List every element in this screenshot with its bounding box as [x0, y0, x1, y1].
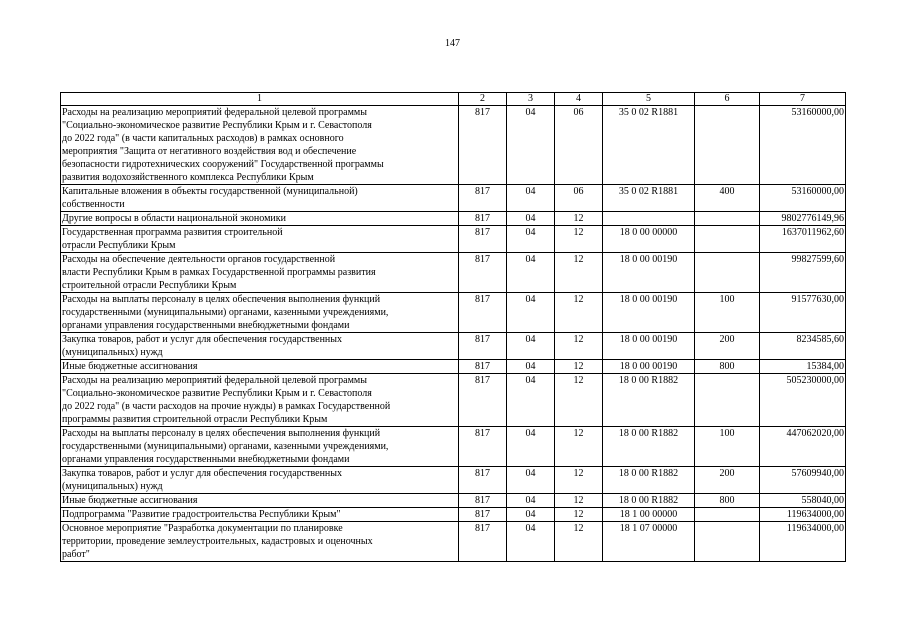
row-section-cell: 04	[507, 522, 555, 562]
row-section-cell: 04	[507, 360, 555, 374]
row-target-article-cell: 18 0 00 00190	[603, 333, 695, 360]
row-code-ministry-cell: 817	[459, 293, 507, 333]
row-name-cell: Иные бюджетные ассигнования	[61, 494, 459, 508]
row-code-ministry-cell: 817	[459, 374, 507, 427]
row-expense-type-cell: 800	[695, 360, 760, 374]
row-expense-type-cell: 200	[695, 333, 760, 360]
row-section-cell: 04	[507, 427, 555, 467]
row-amount-cell: 53160000,00	[760, 106, 846, 185]
row-amount-cell: 91577630,00	[760, 293, 846, 333]
table-row	[61, 467, 846, 494]
row-section-cell: 04	[507, 494, 555, 508]
table-header-row	[61, 93, 846, 106]
row-expense-type-cell: 400	[695, 185, 760, 212]
row-name-cell: Подпрограмма "Развитие градостроительства Республики Крым"	[61, 508, 459, 522]
row-name-cell: Расходы на обеспечение деятельности органов государственной власти Республики Крым в рамках Государственной программы развития строительной отрасли Республики Крым	[61, 253, 459, 293]
row-amount-cell: 1637011962,60	[760, 226, 846, 253]
row-expense-type-cell	[695, 106, 760, 185]
row-code-ministry-cell: 817	[459, 522, 507, 562]
row-subsection-cell: 06	[555, 185, 603, 212]
row-section-cell: 04	[507, 212, 555, 226]
column-header-1: 1	[61, 93, 459, 106]
row-code-ministry-cell: 817	[459, 253, 507, 293]
row-name-cell: Другие вопросы в области национальной экономики	[61, 212, 459, 226]
row-subsection-cell: 06	[555, 106, 603, 185]
row-expense-type-cell	[695, 508, 760, 522]
row-name-cell: Государственная программа развития строительной отрасли Республики Крым	[61, 226, 459, 253]
column-header-7: 7	[760, 93, 846, 106]
row-subsection-cell: 12	[555, 212, 603, 226]
table-row	[61, 212, 846, 226]
row-code-ministry-cell: 817	[459, 427, 507, 467]
row-subsection-cell: 12	[555, 522, 603, 562]
row-name-cell: Иные бюджетные ассигнования	[61, 360, 459, 374]
table-row	[61, 293, 846, 333]
row-expense-type-cell	[695, 522, 760, 562]
table-row	[61, 508, 846, 522]
row-amount-cell: 8234585,60	[760, 333, 846, 360]
row-expense-type-cell: 100	[695, 293, 760, 333]
row-target-article-cell: 35 0 02 R1881	[603, 106, 695, 185]
column-header-6: 6	[695, 93, 760, 106]
row-section-cell: 04	[507, 253, 555, 293]
column-header-5: 5	[603, 93, 695, 106]
row-subsection-cell: 12	[555, 360, 603, 374]
row-name-cell: Капитальные вложения в объекты государственной (муниципальной) собственности	[61, 185, 459, 212]
row-target-article-cell: 18 1 00 00000	[603, 508, 695, 522]
budget-table	[60, 92, 846, 562]
row-section-cell: 04	[507, 293, 555, 333]
row-target-article-cell	[603, 212, 695, 226]
row-code-ministry-cell: 817	[459, 360, 507, 374]
column-header-3: 3	[507, 93, 555, 106]
row-name-cell: Закупка товаров, работ и услуг для обеспечения государственных (муниципальных) нужд	[61, 333, 459, 360]
row-code-ministry-cell: 817	[459, 185, 507, 212]
row-expense-type-cell	[695, 226, 760, 253]
table-row	[61, 360, 846, 374]
row-subsection-cell: 12	[555, 293, 603, 333]
table-row	[61, 185, 846, 212]
row-target-article-cell: 18 0 00 R1882	[603, 374, 695, 427]
column-header-2: 2	[459, 93, 507, 106]
row-expense-type-cell	[695, 374, 760, 427]
row-name-cell: Основное мероприятие "Разработка документации по планировке территории, проведение землеустроительных, кадастровых и оценочных работ"	[61, 522, 459, 562]
row-amount-cell: 53160000,00	[760, 185, 846, 212]
row-subsection-cell: 12	[555, 226, 603, 253]
row-amount-cell: 558040,00	[760, 494, 846, 508]
row-target-article-cell: 18 0 00 R1882	[603, 467, 695, 494]
row-amount-cell: 119634000,00	[760, 522, 846, 562]
table-row	[61, 226, 846, 253]
row-target-article-cell: 18 0 00 00190	[603, 253, 695, 293]
table-row	[61, 522, 846, 562]
row-expense-type-cell: 200	[695, 467, 760, 494]
row-name-cell: Расходы на реализацию мероприятий федеральной целевой программы "Социально-экономическое развитие Республики Крым и г. Севастополя до 2022 года" (в части капитальных расходов) в рамках основного мероприятия "Защита от негативного воздействия вод и обеспечение безопасности гидротехнических сооружений" Государственной программы развития водохозяйственного комплекса Республики Крым	[61, 106, 459, 185]
row-subsection-cell: 12	[555, 253, 603, 293]
row-target-article-cell: 18 1 07 00000	[603, 522, 695, 562]
row-name-cell: Закупка товаров, работ и услуг для обеспечения государственных (муниципальных) нужд	[61, 467, 459, 494]
row-name-cell: Расходы на выплаты персоналу в целях обеспечения выполнения функций государственными (муниципальными) органами, казенными учреждениями, органами управления государственными внебюджетными фондами	[61, 427, 459, 467]
table-row	[61, 427, 846, 467]
row-expense-type-cell: 800	[695, 494, 760, 508]
row-code-ministry-cell: 817	[459, 212, 507, 226]
row-subsection-cell: 12	[555, 494, 603, 508]
row-section-cell: 04	[507, 106, 555, 185]
row-amount-cell: 57609940,00	[760, 467, 846, 494]
row-code-ministry-cell: 817	[459, 494, 507, 508]
row-code-ministry-cell: 817	[459, 467, 507, 494]
row-target-article-cell: 18 0 00 R1882	[603, 494, 695, 508]
row-section-cell: 04	[507, 467, 555, 494]
row-code-ministry-cell: 817	[459, 106, 507, 185]
row-subsection-cell: 12	[555, 467, 603, 494]
row-section-cell: 04	[507, 226, 555, 253]
row-subsection-cell: 12	[555, 333, 603, 360]
row-target-article-cell: 18 0 00 00190	[603, 360, 695, 374]
row-target-article-cell: 18 0 00 00000	[603, 226, 695, 253]
table-row	[61, 333, 846, 360]
row-target-article-cell: 18 0 00 R1882	[603, 427, 695, 467]
row-subsection-cell: 12	[555, 427, 603, 467]
row-amount-cell: 505230000,00	[760, 374, 846, 427]
row-amount-cell: 15384,00	[760, 360, 846, 374]
row-amount-cell: 99827599,60	[760, 253, 846, 293]
row-expense-type-cell	[695, 212, 760, 226]
row-code-ministry-cell: 817	[459, 226, 507, 253]
row-section-cell: 04	[507, 374, 555, 427]
column-header-4: 4	[555, 93, 603, 106]
row-amount-cell: 9802776149,96	[760, 212, 846, 226]
row-section-cell: 04	[507, 333, 555, 360]
row-section-cell: 04	[507, 185, 555, 212]
row-amount-cell: 447062020,00	[760, 427, 846, 467]
table-row	[61, 374, 846, 427]
table-row	[61, 106, 846, 185]
table-row	[61, 253, 846, 293]
row-subsection-cell: 12	[555, 508, 603, 522]
row-code-ministry-cell: 817	[459, 333, 507, 360]
row-target-article-cell: 18 0 00 00190	[603, 293, 695, 333]
row-target-article-cell: 35 0 02 R1881	[603, 185, 695, 212]
table-row	[61, 494, 846, 508]
row-section-cell: 04	[507, 508, 555, 522]
row-expense-type-cell: 100	[695, 427, 760, 467]
row-expense-type-cell	[695, 253, 760, 293]
page-number: 147	[445, 38, 460, 49]
row-name-cell: Расходы на реализацию мероприятий федеральной целевой программы "Социально-экономическое развитие Республики Крым и г. Севастополя до 2022 года" (в части расходов на прочие нужды) в рамках Государственной программы развития строительной отрасли Республики Крым	[61, 374, 459, 427]
row-subsection-cell: 12	[555, 374, 603, 427]
row-code-ministry-cell: 817	[459, 508, 507, 522]
row-amount-cell: 119634000,00	[760, 508, 846, 522]
row-name-cell: Расходы на выплаты персоналу в целях обеспечения выполнения функций государственными (муниципальными) органами, казенными учреждениями, органами управления государственными внебюджетными фондами	[61, 293, 459, 333]
